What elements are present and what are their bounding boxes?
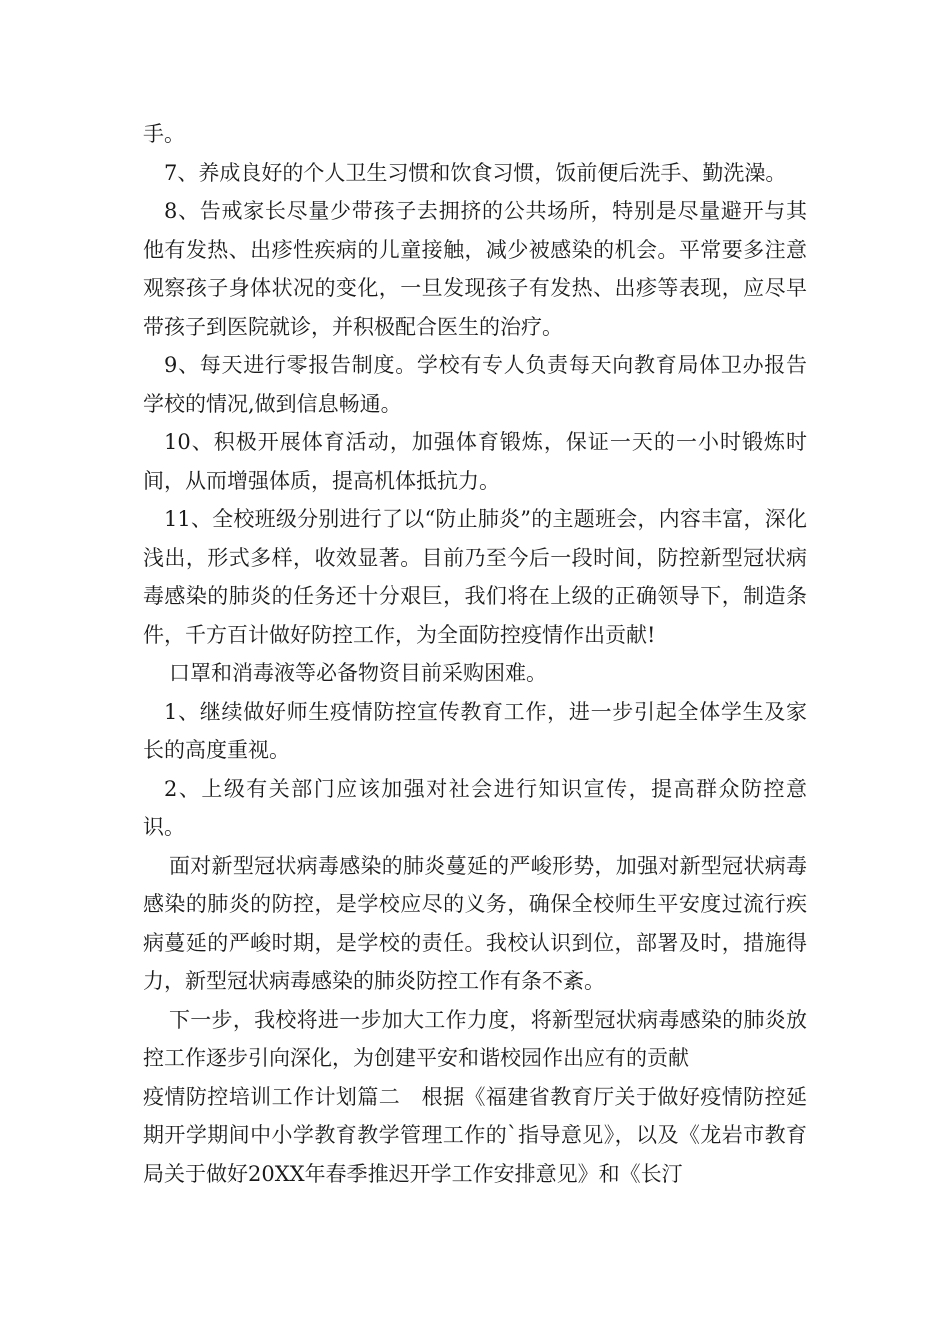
document-body	[143, 115, 807, 1193]
paragraph-supplies: 口罩和消毒液等必备物资目前采购困难。	[169, 661, 547, 685]
paragraph-item-11: 11、全校班级分别进行了以“防止肺炎”的主题班会，内容丰富，深化浅出，形式多样，收效显著。目前乃至今后一段时间，防控新型冠状病毒感染的肺炎的任务还十分艰巨，我们将在上级的正确领导下，制造条件，千方百计做好防控工作，为全面防控疫情作出贡献!	[143, 507, 807, 647]
paragraph-summary: 面对新型冠状病毒感染的肺炎蔓延的严峻形势，加强对新型冠状病毒感染的肺炎的防控，是学校应尽的义务，确保全校师生平安度过流行疾病蔓延的严峻时期，是学校的责任。我校认识到位，部署及时，措施得力，新型冠状病毒感染的肺炎防控工作有条不紊。	[143, 853, 807, 993]
paragraph-suggestion-1: 1、继续做好师生疫情防控宣传教育工作，进一步引起全体学生及家长的高度重视。	[143, 699, 807, 762]
paragraph-suggestion-2: 2、上级有关部门应该加强对社会进行知识宣传，提高群众防控意识。	[143, 776, 807, 839]
paragraph-item-7: 7、养成良好的个人卫生习惯和饮食习惯，饭前便后洗手、勤洗澡。	[164, 160, 787, 185]
paragraph-item-10: 10、积极开展体育活动，加强体育锻炼，保证一天的一小时锻炼时间，从而增强体质，提高机体抵抗力。	[143, 430, 807, 493]
paragraph-item-9: 9、每天进行零报告制度。学校有专人负责每天向教育局体卫办报告学校的情况,做到信息畅通。	[143, 353, 807, 416]
paragraph-next-step: 下一步，我校将进一步加大工作力度，将新型冠状病毒感染的肺炎放控工作逐步引向深化，为创建平安和谐校园作出应有的贡献	[143, 1007, 807, 1070]
paragraph-plan-two: 疫情防控培训工作计划篇二 根据《福建省教育厅关于做好疫情防控延期开学期间中小学教育教学管理工作的`指导意见》，以及《龙岩市教育局关于做好20XX年春季推迟开学工作安排意见》和《长汀	[143, 1084, 807, 1186]
paragraph-item-8: 8、告戒家长尽量少带孩子去拥挤的公共场所，特别是尽量避开与其他有发热、出疹性疾病的儿童接触，减少被感染的机会。平常要多注意观察孩子身体状况的变化，一旦发现孩子有发热、出疹等表现，应尽早带孩子到医院就诊，并积极配合医生的治疗。	[143, 199, 807, 339]
paragraph-1: 手。	[143, 122, 185, 146]
